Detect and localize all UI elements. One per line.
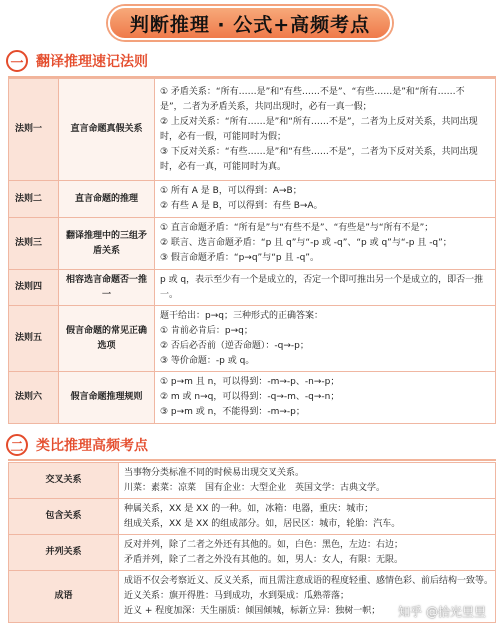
content-line: 题干给出：p→q；三种形式的正确答案： (160, 310, 323, 321)
table-row (9, 535, 496, 571)
rule-type: 直言命题的推理 (59, 181, 155, 218)
content-line: ② 上反对关系：“所有……是”和“所有……不是”，二者为上反对关系，共同出现 (160, 116, 478, 127)
rule-name: 法则一 (9, 79, 59, 181)
rule-content (155, 306, 496, 372)
section-1-badge: 一 (6, 50, 28, 72)
rule-name: 法则五 (9, 306, 59, 372)
section-1-header (6, 50, 148, 72)
content-line: 反对并列，除了二者之外还有其他的。如，白色：黑色，左边：右边； (124, 539, 404, 550)
analogy-content (119, 463, 496, 499)
rule-name: 法则六 (9, 372, 59, 424)
content-line: ① 矛盾关系：“所有……是”和“有些……不是”、“有些……是”和“所有……不 (160, 86, 465, 97)
content-line: 时，必有一假，可能同时为假； (160, 131, 287, 142)
analogy-content (119, 535, 496, 571)
rule-type: 相容选言命题否一推一 (59, 270, 155, 306)
section-2-divider (8, 459, 496, 461)
analogy-name: 包含关系 (9, 499, 119, 535)
content-line: 近义 + 程度加深：天生丽质：倾国倾城，标新立异：独树一帜； (124, 606, 381, 616)
table-row (9, 499, 496, 535)
table-row (9, 306, 496, 372)
content-line: 种属关系，XX 是 XX 的一种。如，冰箱：电器，重庆：城市； (124, 503, 374, 514)
content-line: ① 肯前必肯后：p→q； (160, 325, 253, 336)
table-row (9, 372, 496, 424)
content-line: ③ p→m 或 n，不能得到：-m→-p； (160, 407, 305, 417)
section-2-badge: 二 (6, 434, 28, 456)
analogy-table (8, 462, 496, 623)
content-line: ② 联言、选言命题矛盾：“p 且 q”与“-p 或 -q”、“p 或 q”与“-p 且 -q”； (160, 238, 452, 248)
rule-content (155, 181, 496, 218)
rule-type: 假言命题的常见正确选项 (59, 306, 155, 372)
content-line: ③ 假言命题矛盾：“p→q”与“p 且 -q”。 (160, 253, 319, 263)
title-banner (108, 6, 392, 40)
table-row (9, 463, 496, 499)
content-line: ② 否后必否前（逆否命题）：-q→-p； (160, 340, 309, 351)
analogy-name: 交叉关系 (9, 463, 119, 499)
rule-name: 法则四 (9, 270, 59, 306)
content-line: ③ 下反对关系：“有些……是”和“有些……不是”，二者为下反对关系，共同出现 (160, 146, 478, 157)
content-line: ② 有些 A 是 B，可以得到：有些 B→A。 (160, 201, 323, 211)
content-line: 近义关系：旗开得胜：马到成功，水到渠成：瓜熟蒂落； (124, 591, 350, 601)
content-line: p 或 q，表示至少有一个是成立的，否定一个即可推出另一个是成立的，即否一推一。 (160, 274, 484, 300)
rule-name: 法则三 (9, 218, 59, 270)
rule-type: 翻译推理中的三组矛盾关系 (59, 218, 155, 270)
content-line: 成语不仅会考察近义、反义关系，而且需注意成语的程度轻重、感情色彩、前后结构一致等。 (124, 576, 494, 586)
table-row (9, 218, 496, 270)
rule-type: 直言命题真假关系 (59, 79, 155, 181)
content-line: 组成关系，XX 是 XX 的组成部分。如，居民区：城市，轮胎：汽车。 (124, 518, 401, 529)
section-2-header (6, 434, 148, 456)
analogy-name: 成语 (9, 571, 119, 623)
content-line: 川菜：素菜：凉菜 国有企业：大型企业 英国文学：古典文学。 (124, 482, 386, 493)
content-line: ① p→m 且 n，可以得到：-m→-p、-n→-p； (160, 377, 340, 387)
table-row (9, 79, 496, 181)
rule-content (155, 372, 496, 424)
rule-content (155, 218, 496, 270)
table-row (9, 181, 496, 218)
content-line: ① 所有 A 是 B，可以得到：A→B； (160, 186, 302, 196)
analogy-name: 并列关系 (9, 535, 119, 571)
content-line: 是”，二者为矛盾关系，共同出现时，必有一真一假； (160, 101, 372, 112)
table-row (9, 270, 496, 306)
analogy-content (119, 499, 496, 535)
page-title: 判断推理 · 公式+高频考点 (129, 13, 371, 36)
section-1-title: 翻译推理速记法则 (36, 54, 148, 70)
rule-content (155, 270, 496, 306)
watermark: 知乎 @拾光里里 (398, 605, 486, 619)
content-line: ① 直言命题矛盾：“所有是”与“有些不是”、“有些是”与“所有不是”； (160, 223, 434, 233)
content-line: 时，必有一真，可能同时为真。 (160, 161, 287, 172)
content-line: 当事物分类标准不同的时候易出现交叉关系。 (124, 467, 305, 478)
content-line: ③ 等价命题：-p 或 q。 (160, 355, 255, 366)
content-line: ② m 或 n→q，可以得到：-q→-m、-q→-n； (160, 392, 340, 402)
rule-type: 假言命题推理规则 (59, 372, 155, 424)
section-2-title: 类比推理高频考点 (36, 438, 148, 454)
rule-content (155, 79, 496, 181)
rule-name: 法则二 (9, 181, 59, 218)
content-line: 矛盾并列，除了二者之外没有其他的。如，男人：女人，有限：无限。 (124, 554, 404, 565)
rules-table (8, 78, 496, 424)
